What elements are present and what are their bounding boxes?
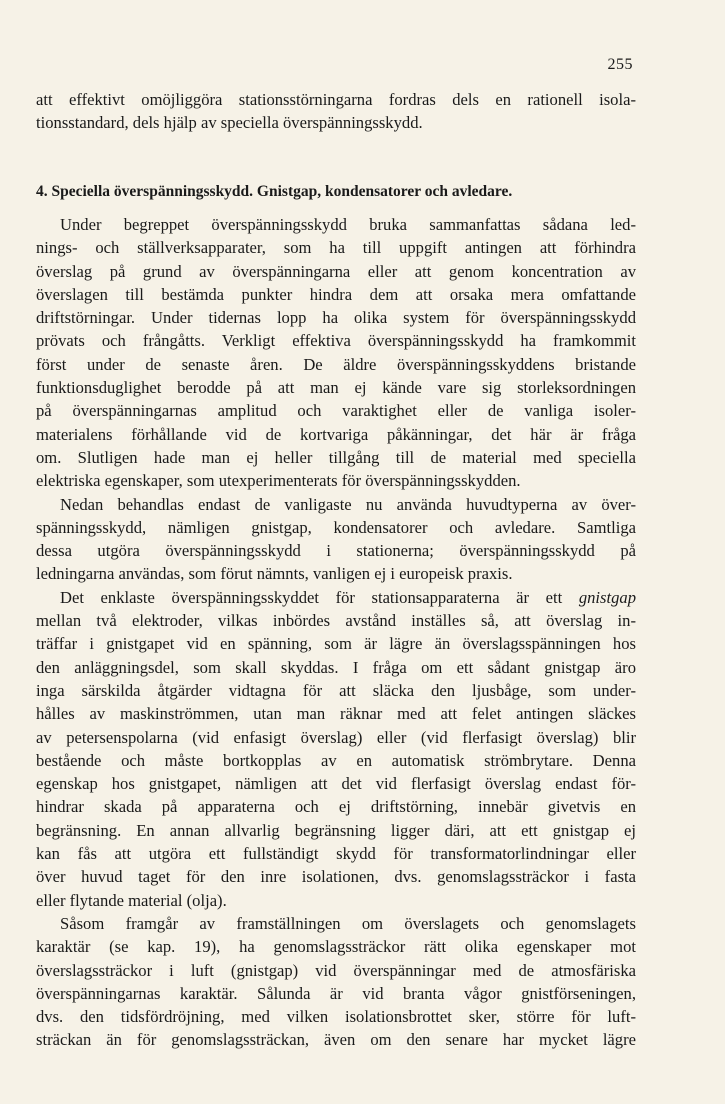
text-line: överslagssträckor i luft (gnistgap) vid överspänningar med de atmosfäriska: [36, 960, 636, 980]
text-line: över huvud taget för den inre isolationen, dvs. genomslagssträckor i fasta: [36, 867, 636, 887]
text-line: elektriska egenskaper, som utexperimenterats för överspänningsskydden.: [36, 471, 521, 491]
intro-paragraph: [36, 88, 636, 135]
text-line: driftstörningar. Under tidernas lopp ha olika system för överspänningsskydd: [36, 308, 636, 328]
text-fragment: Det enklaste överspänningsskyddet för stationsapparaterna är ett: [60, 587, 579, 607]
text-line: först under de senaste åren. De äldre överspänningsskyddens bristande: [36, 354, 636, 374]
text-line: Såsom framgår av framställningen om överslagets och genomslagets: [60, 913, 636, 933]
text-line: nings- och ställverksapparater, som ha till uppgift antingen att förhindra: [36, 238, 636, 258]
text-line: överslag på grund av överspänningarna eller att genom koncentration av: [36, 261, 636, 281]
text-line: bestående och måste bortkopplas av en automatisk strömbrytare. Denna: [36, 750, 636, 770]
section-heading: 4. Speciella överspänningsskydd. Gnistgap, kondensatorer och avledare.: [36, 183, 513, 200]
text-line: på överspänningarnas amplitud och varaktighet eller de vanliga isoler-: [36, 401, 636, 421]
text-line: eller flytande material (olja).: [36, 890, 227, 910]
text-line: att effektivt omöjliggöra stationsstörningarna fordras dels en rationell isola-: [36, 90, 636, 109]
text-line: av petersenspolarna (vid enfasigt överslag) eller (vid flerfasigt överslag) blir: [36, 727, 636, 747]
text-line: om. Slutligen hade man ej heller tillgång till de material med speciella: [36, 447, 636, 467]
text-line: hålles av maskinströmmen, utan man räknar med att felet antingen släckes: [36, 704, 636, 724]
text-line: ledningarna användas, som förut nämnts, vanligen ej i europeisk praxis.: [36, 564, 513, 584]
text-line: karaktär (se kap. 19), ha genomslagssträckor rätt olika egenskaper mot: [36, 937, 636, 957]
text-line: den anläggningsdel, som skall skyddas. I fråga om ett sådant gnistgap äro: [36, 657, 636, 677]
text-line: funktionsduglighet berodde på att man ej kände vare sig storleksordningen: [36, 378, 636, 398]
text-line: egenskap hos gnistgapet, nämligen att det vid flerfasigt överslag endast för-: [36, 774, 636, 794]
text-line: sträckan än för genomslagssträckan, även om den senare har mycket lägre: [36, 1030, 636, 1050]
text-line: materialens förhållande vid de kortvariga påkänningar, det här är fråga: [36, 424, 636, 444]
text-line: dessa utgöra överspänningsskydd i stationerna; överspänningsskydd på: [36, 541, 636, 561]
text-line: mellan två elektroder, vilkas inbördes avstånd inställes så, att överslag in-: [36, 611, 636, 631]
text-line: kan fås att utgöra ett fullständigt skydd för transformatorlindningar eller: [36, 844, 636, 864]
emphasized-term: gnistgap: [578, 587, 636, 607]
text-line: överspänningarnas karaktär. Sålunda är vid branta vågor gnistförseningen,: [36, 983, 636, 1003]
text-line: tionsstandard, dels hjälp av speciella överspänningsskydd.: [36, 113, 423, 133]
text-line: Nedan behandlas endast de vanligaste nu använda huvudtyperna av över-: [60, 494, 636, 514]
text-line: spänningsskydd, nämligen gnistgap, kondensatorer och avledare. Samtliga: [36, 517, 636, 537]
body-text: [36, 213, 636, 1052]
text-line: träffar i gnistgapet vid en spänning, som är lägre än överslagsspänningen hos: [36, 634, 636, 654]
text-line: Under begreppet överspänningsskydd bruka sammanfattas sådana led-: [60, 215, 636, 234]
text-line: överslagen till bestämda punkter hindra dem att orsaka mera omfattande: [36, 284, 636, 304]
text-line: dvs. den tidsfördröjning, med vilken isolationsbrottet sker, större för luft-: [36, 1007, 636, 1027]
text-line-with-emphasis: [36, 586, 636, 609]
page-number: 255: [607, 56, 633, 73]
text-line: begränsning. En annan allvarlig begränsning ligger däri, att ett gnistgap ej: [36, 820, 636, 840]
text-line: inga särskilda åtgärder vidtagna för att släcka den ljusbåge, som under-: [36, 680, 636, 700]
text-line: hindrar skada på apparaterna och ej driftstörning, innebär givetvis en: [36, 797, 636, 817]
text-line: prövats och frångåtts. Verkligt effektiva överspänningsskydd ha framkommit: [36, 331, 636, 351]
